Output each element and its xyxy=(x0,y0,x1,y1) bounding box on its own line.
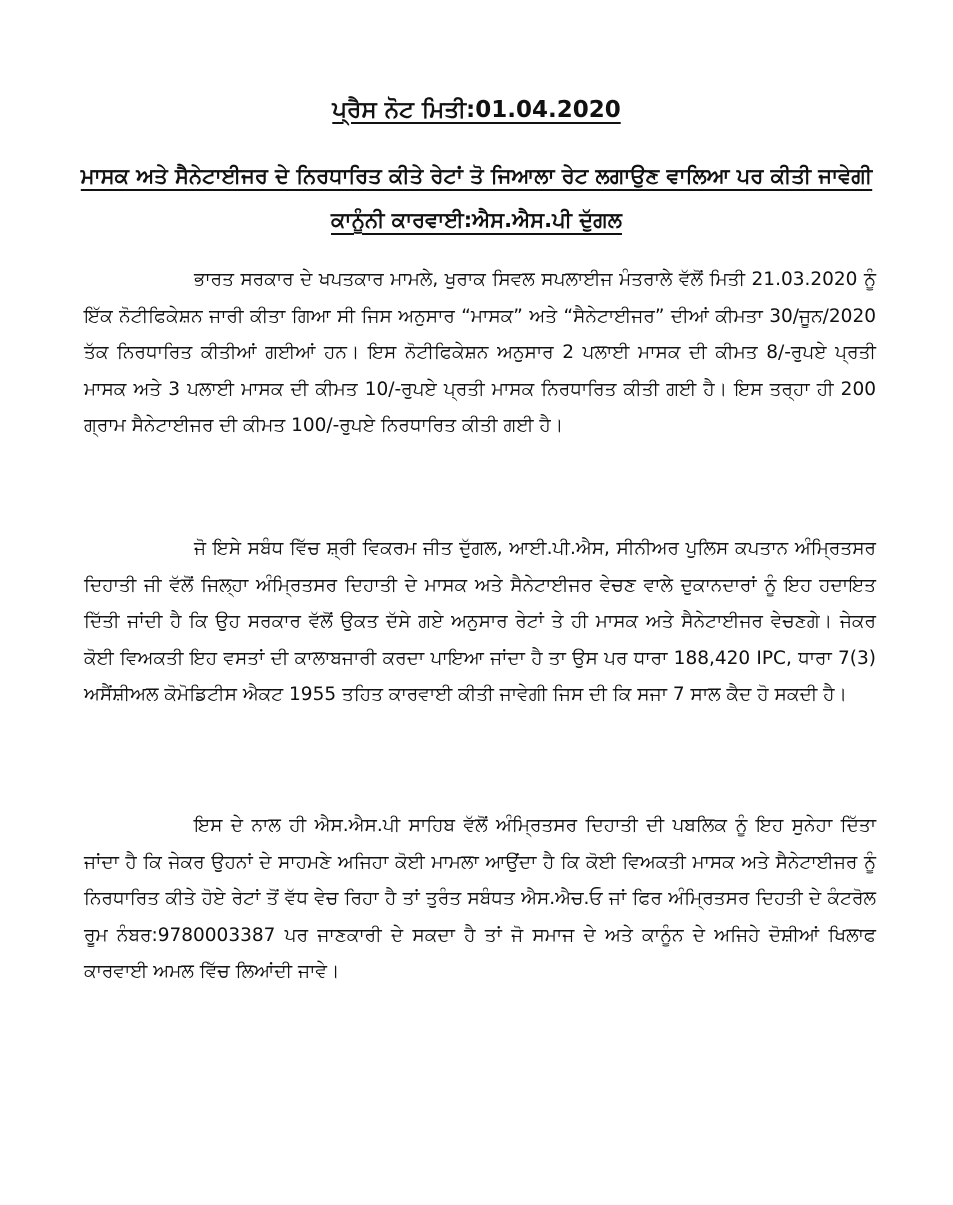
press-note-title-text: ਪ੍ਰੈਸ ਨੋਟ ਮਿਤੀ:01.04.2020 xyxy=(332,97,621,123)
body-paragraph-3: ਇਸ ਦੇ ਨਾਲ ਹੀ ਐਸ.ਐਸ.ਪੀ ਸਾਹਿਬ ਵੱਲੋਂ ਅੰਮ੍ਰਿਤਸਰ ਦਿਹਾਤੀ ਦੀ ਪਬਲਿਕ ਨੂੰ ਇਹ ਸੁਨੇਹਾ ਦਿੱਤਾ ਜਾਂਦਾ ਹੈ ਕਿ ਜੇਕਰ ਉਹਨਾਂ ਦੇ ਸਾਹਮਣੇ ਅਜਿਹਾ ਕੋਈ ਮਾਮਲਾ ਆਉਂਦਾ ਹੈ ਕਿ ਕੋਈ ਵਿਅਕਤੀ ਮਾਸਕ ਅਤੇ ਸੈਨੇਟਾਈਜਰ ਨੂੰ ਨਿਰਧਾਰਿਤ ਕੀਤੇ ਹੋਏ ਰੇਟਾਂ ਤੋਂ ਵੱਧ ਵੇਚ ਰਿਹਾ ਹੈ ਤਾਂ ਤੁਰੰਤ ਸਬੰਧਤ ਐਸ.ਐਚ.ਓ ਜਾਂ ਫਿਰ ਅੰਮ੍ਰਿਤਸਰ ਦਿਹਤੀ ਦੇ ਕੰਟਰੋਲ ਰੂਮ ਨੰਬਰ:9780003387 ਪਰ ਜਾਣਕਾਰੀ ਦੇ ਸਕਦਾ ਹੈ ਤਾਂ ਜੋ ਸਮਾਜ ਦੇ ਅਤੇ ਕਾਨੂੰਨ ਦੇ ਅਜਿਹੇ ਦੋਸ਼ੀਆਂ ਖਿਲਾਫ ਕਾਰਵਾਈ ਅਮਲ ਵਿੱਚ ਲਿਆਂਦੀ ਜਾਵੇ। xyxy=(84,815,876,982)
body-paragraph-2: ਜੋ ਇਸੇ ਸਬੰਧ ਵਿੱਚ ਸ਼੍ਰੀ ਵਿਕਰਮ ਜੀਤ ਦੁੱਗਲ, ਆਈ.ਪੀ.ਐਸ, ਸੀਨੀਅਰ ਪੁਲਿਸ ਕਪਤਾਨ ਅੰਮ੍ਰਿਤਸਰ ਦਿਹਾਤੀ ਜੀ ਵੱਲੋਂ ਜਿਲ੍ਹਾ ਅੰਮ੍ਰਿਤਸਰ ਦਿਹਾਤੀ ਦੇ ਮਾਸਕ ਅਤੇ ਸੈਨੇਟਾਈਜਰ ਵੇਚਣ ਵਾਲੇ ਦੁਕਾਨਦਾਰਾਂ ਨੂੰ ਇਹ ਹਦਾਇਤ ਦਿੱਤੀ ਜਾਂਦੀ ਹੈ ਕਿ ਉਹ ਸਰਕਾਰ ਵੱਲੋਂ ਉਕਤ ਦੱਸੇ ਗਏ ਅਨੁਸਾਰ ਰੇਟਾਂ ਤੇ ਹੀ ਮਾਸਕ ਅਤੇ ਸੈਨੇਟਾਈਜਰ ਵੇਚਣਗੇ। ਜੇਕਰ ਕੋਈ ਵਿਅਕਤੀ ਇਹ ਵਸਤਾਂ ਦੀ ਕਾਲਾਬਜਾਰੀ ਕਰਦਾ ਪਾਇਆ ਜਾਂਦਾ ਹੈ ਤਾ ਉਸ ਪਰ ਧਾਰਾ 188,420 IPC, ਧਾਰਾ 7(3) ਅਸੈਂਸ਼ੀਅਲ ਕੋਮੋਡਿਟੀਸ ਐਕਟ 1955 ਤਹਿਤ ਕਾਰਵਾਈ ਕੀਤੀ ਜਾਵੇਗੀ ਜਿਸ ਦੀ ਕਿ ਸਜਾ 7 ਸਾਲ ਕੈਦ ਹੋ ਸਕਦੀ ਹੈ। xyxy=(84,538,876,705)
body-paragraph-1: ਭਾਰਤ ਸਰਕਾਰ ਦੇ ਖਪਤਕਾਰ ਮਾਮਲੇ, ਖੁਰਾਕ ਸਿਵਲ ਸਪਲਾਈਜ ਮੰਤਰਾਲੇ ਵੱਲੋਂ ਮਿਤੀ 21.03.2020 ਨੂੰ ਇੱਕ ਨੋਟੀਫਿਕੇਸ਼ਨ ਜਾਰੀ ਕੀਤਾ ਗਿਆ ਸੀ ਜਿਸ ਅਨੁਸਾਰ “ਮਾਸਕ” ਅਤੇ “ਸੈਨੇਟਾਈਜਰ” ਦੀਆਂ ਕੀਮਤਾ 30/ਜੂਨ/2020 ਤੱਕ ਨਿਰਧਾਰਿਤ ਕੀਤੀਆਂ ਗਈਆਂ ਹਨ। ਇਸ ਨੋਟੀਫਿਕੇਸ਼ਨ ਅਨੁਸਾਰ 2 ਪਲਾਈ ਮਾਸਕ ਦੀ ਕੀਮਤ 8/-ਰੁਪਏ ਪ੍ਰਤੀ ਮਾਸਕ ਅਤੇ 3 ਪਲਾਈ ਮਾਸਕ ਦੀ ਕੀਮਤ 10/-ਰੁਪਏ ਪ੍ਰਤੀ ਮਾਸਕ ਨਿਰਧਾਰਿਤ ਕੀਤੀ ਗਈ ਹੈ। ਇਸ ਤਰ੍ਹਾ ਹੀ 200 ਗ੍ਰਾਮ ਸੈਨੇਟਾਈਜਰ ਦੀ ਕੀਮਤ 100/-ਰੁਪਏ ਨਿਰਧਾਰਿਤ ਕੀਤੀ ਗਈ ਹੈ। xyxy=(84,269,876,436)
press-note-title xyxy=(0,92,953,128)
press-note-headline: ਮਾਸਕ ਅਤੇ ਸੈਨੇਟਾਈਜਰ ਦੇ ਨਿਰਧਾਰਿਤ ਕੀਤੇ ਰੇਟਾਂ ਤੋ ਜਿਆਲਾ ਰੇਟ ਲਗਾਉਣ ਵਾਲਿਆ ਪਰ ਕੀਤੀ ਜਾਵੇਗੀ ਕਾਨੂੰਨੀ ਕਾਰਵਾਈ:ਐਸ.ਐਸ.ਪੀ ਦੁੱਗਲ xyxy=(80,164,873,232)
